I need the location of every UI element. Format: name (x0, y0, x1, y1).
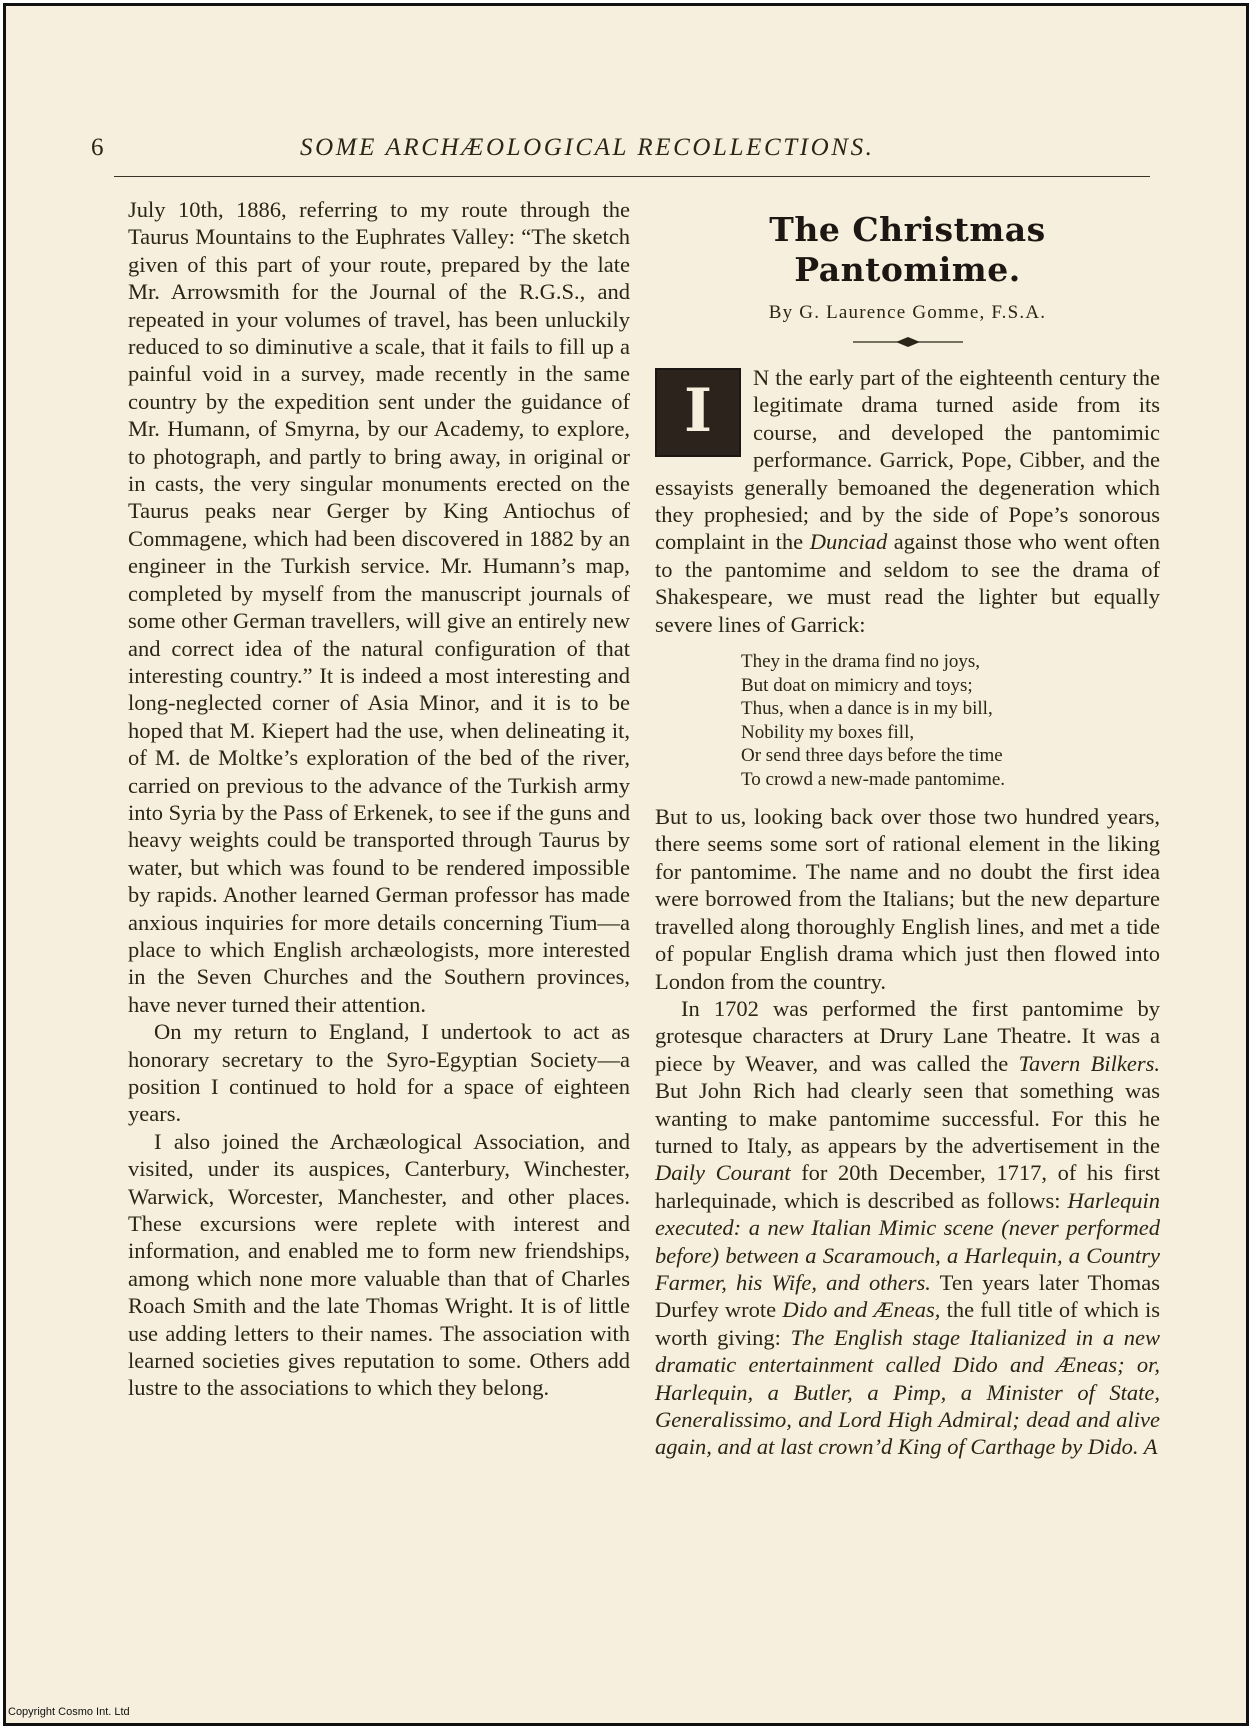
article-title: The Christmas Pantomime. (769, 210, 1046, 289)
italic-run: Tavern Bilkers. (1018, 1050, 1161, 1076)
copyright-notice: Copyright Cosmo Int. Ltd (8, 1706, 130, 1718)
verse-line: Or send three days before the time (741, 745, 1003, 767)
article-paragraph: But to us, looking back over those two hundred years, there seems some sort of rational element in the liking for pantomime. The name and no doubt the first idea were borrowed from the Italians; but the new departure travelled along thoroughly English lines, and met a tide of popular English drama which just then flowed into London from the country. (655, 804, 1160, 994)
italic-run: Dunciad (809, 529, 888, 555)
article-paragraph (655, 364, 1160, 638)
verse-line: But doat on mimicry and toys; (741, 674, 973, 696)
running-title: SOME ARCHÆOLOGICAL RECOLLECTIONS. (300, 134, 875, 161)
verse-line: Nobility my boxes fill, (741, 721, 915, 743)
verse-line: To crowd a new-made pantomime. (741, 768, 1006, 790)
drop-cap-letter: I (683, 376, 713, 446)
verse-line: Thus, when a dance is in my bill, (741, 698, 993, 720)
ornament-divider (853, 334, 963, 350)
text-run: for 20th December, 1717, of his first harlequinade, which is described as follows: (655, 1160, 1160, 1213)
text-run: the full title of which is worth giving: (655, 1297, 1161, 1350)
text-run: But John Rich had clearly seen that something was wanting to make pantomime successful. For this he turned to Italy, as appears by the advertisement in the (655, 1078, 1160, 1158)
verse (741, 650, 1160, 791)
verse-line: They in the drama find no joys, (741, 651, 981, 673)
drop-cap (655, 368, 741, 457)
italic-run: The English stage Italianized in a new dramatic entertainment called Dido and Æneas; or, Harlequin, a Butler, a Pimp, a Minister of State, Generalissimo, and Lord High Admiral; dead and alive again, and at last crown’d King of Carthage by Dido. A (655, 1324, 1161, 1460)
italic-run: Dido and Æneas, (782, 1297, 941, 1323)
italic-run: Daily Courant (655, 1160, 791, 1186)
right-column (655, 196, 1160, 1461)
article-byline: By G. Laurence Gomme, F.S.A. (768, 302, 1047, 323)
left-column (128, 196, 630, 1402)
article-paragraph (655, 995, 1160, 1461)
text-run: against those who went often to the pantomime and seldom to see the drama of Shakespeare, we must read the lighter but equally severe lines of Garrick: (655, 529, 1161, 637)
page-number: 6 (91, 134, 104, 161)
paragraph: On my return to England, I undertook to act as honorary secretary to the Syro-Egyptian Society—a position I continued to hold for a space of eighteen years. (128, 1019, 630, 1127)
text-run: N the early part of the eighteenth century the legitimate drama turned aside from its course, and developed the pantomimic performance. Garrick, Pope, Cibber, and the essayists generally bemoaned the degeneration which they prophesied; and by the side of Pope’s sonorous complaint in the (655, 365, 1160, 555)
italic-run: Harlequin executed: a new Italian Mimic scene (never performed before) between a Scaramouch, a Harlequin, a Country Farmer, his Wife, and others. (655, 1187, 1161, 1295)
text-run: In 1702 was performed the first pantomime by grotesque characters at Drury Lane Theatre. It was a piece by Weaver, and was called the (655, 995, 1160, 1076)
text-run: Ten years later Thomas Durfey wrote (655, 1269, 1160, 1323)
paragraph: July 10th, 1886, referring to my route through the Taurus Mountains to the Euphrates Valley: “The sketch given of this part of your route, prepared by the late Mr. Arrowsmith for the Journal of the R.G.S., and repeated in your volumes of travel, has been unluckily reduced to so diminutive a scale, that it fails to fill up a painful void in a survey, made recently in the same country by the expedition sent under the guidance of Mr. Humann, of Smyrna, by our Academy, to explore, to photograph, and partly to bring away, in original or in casts, the very singular monuments erected on the Taurus peaks near Gerger by King Antiochus of Commagene, which had been discovered in 1882 by an engineer in the Turkish service. Mr. Humann’s map, completed by myself from the manuscript journals of some other German travellers, will give an entirely new and correct idea of the natural configuration of that interesting country.” It is indeed a most interesting and long-neglected corner of Asia Minor, and it is to be hoped that M. Kiepert had the use, when delineating it, of M. de Moltke’s exploration of the bed of the river, carried on previous to the advance of the Turkish army into Syria by the Pass of Erkenek, to see if the guns and heavy weights could be transported through Taurus by water, but which was found to be rendered impossible by rapids. Another learned German professor has made anxious inquiries for more details concerning Tium—a place to which English archæologists, more interested in the Seven Churches and the Southern provinces, have never turned their attention. (128, 197, 630, 1017)
header-rule (114, 176, 1150, 177)
paragraph: I also joined the Archæological Association, and visited, under its auspices, Canterbury, Winchester, Warwick, Worcester, Manchester, and other places. These excursions were replete with interest and information, and enabled me to form new friendships, among which none more valuable than that of Charles Roach Smith and the late Thomas Wright. It is of little use adding letters to their names. The association with learned societies gives reputation to some. Others add lustre to the associations to which they belong. (128, 1128, 630, 1401)
